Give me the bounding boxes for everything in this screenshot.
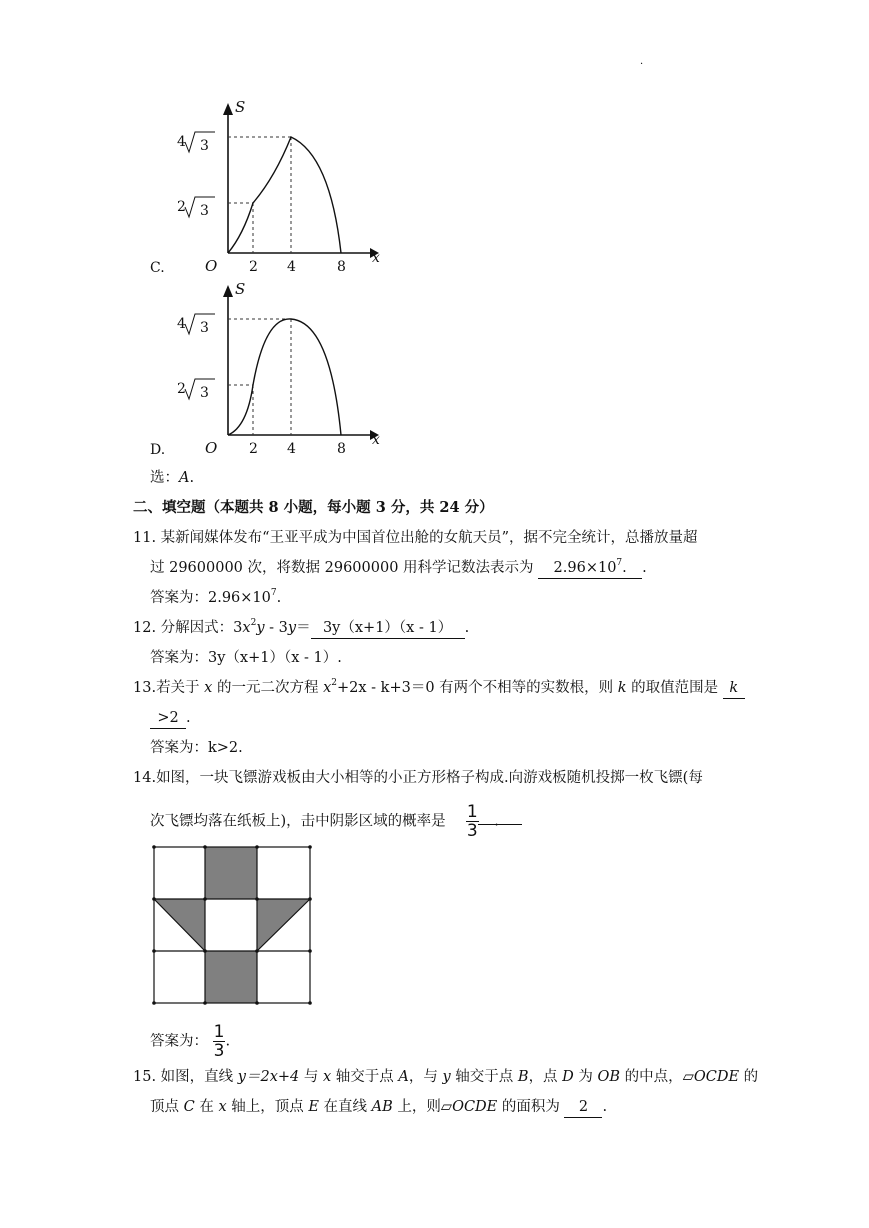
graph-d-tick-8: 8	[337, 441, 346, 457]
graph-c-ytick-mid-radicand: 3	[200, 203, 209, 219]
graph-d-y-arrow	[223, 285, 233, 297]
option-d-label: D.	[150, 442, 166, 458]
graph-c-ytick-mid-coef: 2	[177, 199, 186, 215]
q10-answer	[150, 468, 194, 488]
q11-number: 11.	[133, 530, 157, 546]
graph-c-tick-4: 4	[287, 259, 296, 275]
q14-answer-fraction: $\frac{1}{3}$	[213, 1022, 225, 1061]
q12-line: 12. 分解因式：$3x^2y - 3y= 3y(x+1)(x - 1)$ .	[133, 618, 469, 639]
graph-d-ytick-top-radicand: 3	[200, 320, 209, 336]
option-c-label: C.	[150, 260, 165, 276]
q12-answer: 答案为：3y（x+1）（x - 1）.	[150, 650, 342, 666]
graph-c-y-arrow	[223, 103, 233, 115]
graph-c-curve	[228, 137, 341, 253]
graph-c-ytick-top-radicand: 3	[200, 138, 209, 154]
q14-answer: 答案为： $\frac{1}{3}$ .	[150, 1022, 231, 1061]
graph-d-ytick-mid-radicand: 3	[200, 385, 209, 401]
graph-d-ytick-mid-coef: 2	[177, 381, 186, 397]
graph-d-guides	[228, 319, 291, 435]
q14-blank-underline	[478, 824, 522, 825]
graph-d-tick-2: 2	[249, 441, 258, 457]
q13-number: 13.	[133, 680, 157, 696]
q11-text-2: 过 29600000 次，将数据 29600000 用科学记数法表示为	[150, 560, 534, 576]
q12-number: 12.	[133, 620, 157, 636]
q13-line2: >2 .	[150, 708, 191, 729]
graph-d-x-axis-label: x	[372, 432, 380, 448]
graph-d-origin: O	[205, 439, 218, 457]
q15-line2: 顶点 C 在 x 轴上，顶点 E 在直线 AB 上，则▱OCDE 的面积为 2 .	[150, 1097, 607, 1118]
q11-text-1: 某新闻媒体发布“王亚平成为中国首位出舱的女航天员”，据不完全统计，总播放量超	[160, 530, 698, 546]
q11-line2: 过 29600000 次，将数据 29600000 用科学记数法表示为 $2.96\times 10^7$. .	[150, 558, 647, 579]
graph-c-axes	[228, 107, 370, 253]
q15-line1: 15. 如图，直线 y＝2x+4 与 x 轴交于点 A，与 y 轴交于点 B，点 D 为 OB 的中点，▱OCDE 的	[133, 1069, 759, 1085]
graph-c-y-axis-label: S	[235, 98, 246, 116]
header-dot: ·	[640, 59, 644, 70]
q13-line1: 13.若关于 x 的一元二次方程 $x^2+2x - k+3=0$ 有两个不相等的实数根，则 k 的取值范围是 k	[133, 678, 745, 699]
graph-d-ytick-top-coef: 4	[177, 316, 186, 332]
q14-number: 14.	[133, 770, 157, 786]
graph-d-y-axis-label: S	[235, 280, 246, 298]
graph-c-tick-8: 8	[337, 259, 346, 275]
graph-c-tick-2: 2	[249, 259, 258, 275]
graph-d-tick-4: 4	[287, 441, 296, 457]
q13-answer: 答案为：k>2.	[150, 740, 243, 756]
section2-heading: 二、填空题（本题共 8 小题，每小题 3 分，共 24 分）	[133, 499, 494, 516]
q13-blank-part1: k	[723, 678, 745, 699]
graph-c	[165, 95, 395, 275]
graph-d-axes	[228, 289, 370, 435]
q10-answer-suffix: .	[189, 470, 195, 486]
q11-answer: 答案为：$2.96\times 10^7$.	[150, 588, 282, 606]
q11-line1	[133, 528, 698, 548]
graph-c-origin: O	[205, 257, 218, 275]
q11-blank: $2.96\times 10^7$.	[538, 558, 642, 579]
dart-board-figure	[152, 845, 314, 1007]
q12-blank: 3y（x+1）（x - 1）	[311, 618, 465, 639]
q13-blank-part2: >2	[150, 708, 186, 729]
dart-board-shaded	[154, 847, 310, 1003]
q10-answer-prefix: 选：	[150, 470, 179, 486]
q15-number: 15.	[133, 1069, 157, 1085]
graph-d-curve	[228, 319, 341, 435]
q15-blank: 2	[564, 1097, 602, 1118]
graph-c-x-axis-label: x	[372, 250, 380, 266]
q14-line2: 次飞镖均落在纸板上)，击中阴影区域的概率是 $\frac{1}{3}$ .	[150, 802, 499, 841]
graph-c-ytick-top-coef: 4	[177, 134, 186, 150]
q10-answer-value: A	[179, 470, 190, 486]
q14-blank: $\frac{1}{3}$	[466, 802, 478, 841]
graph-d	[165, 277, 395, 457]
q14-line1: 14.如图，一块飞镖游戏板由大小相等的小正方形格子构成.向游戏板随机投掷一枚飞镖(每	[133, 770, 703, 786]
